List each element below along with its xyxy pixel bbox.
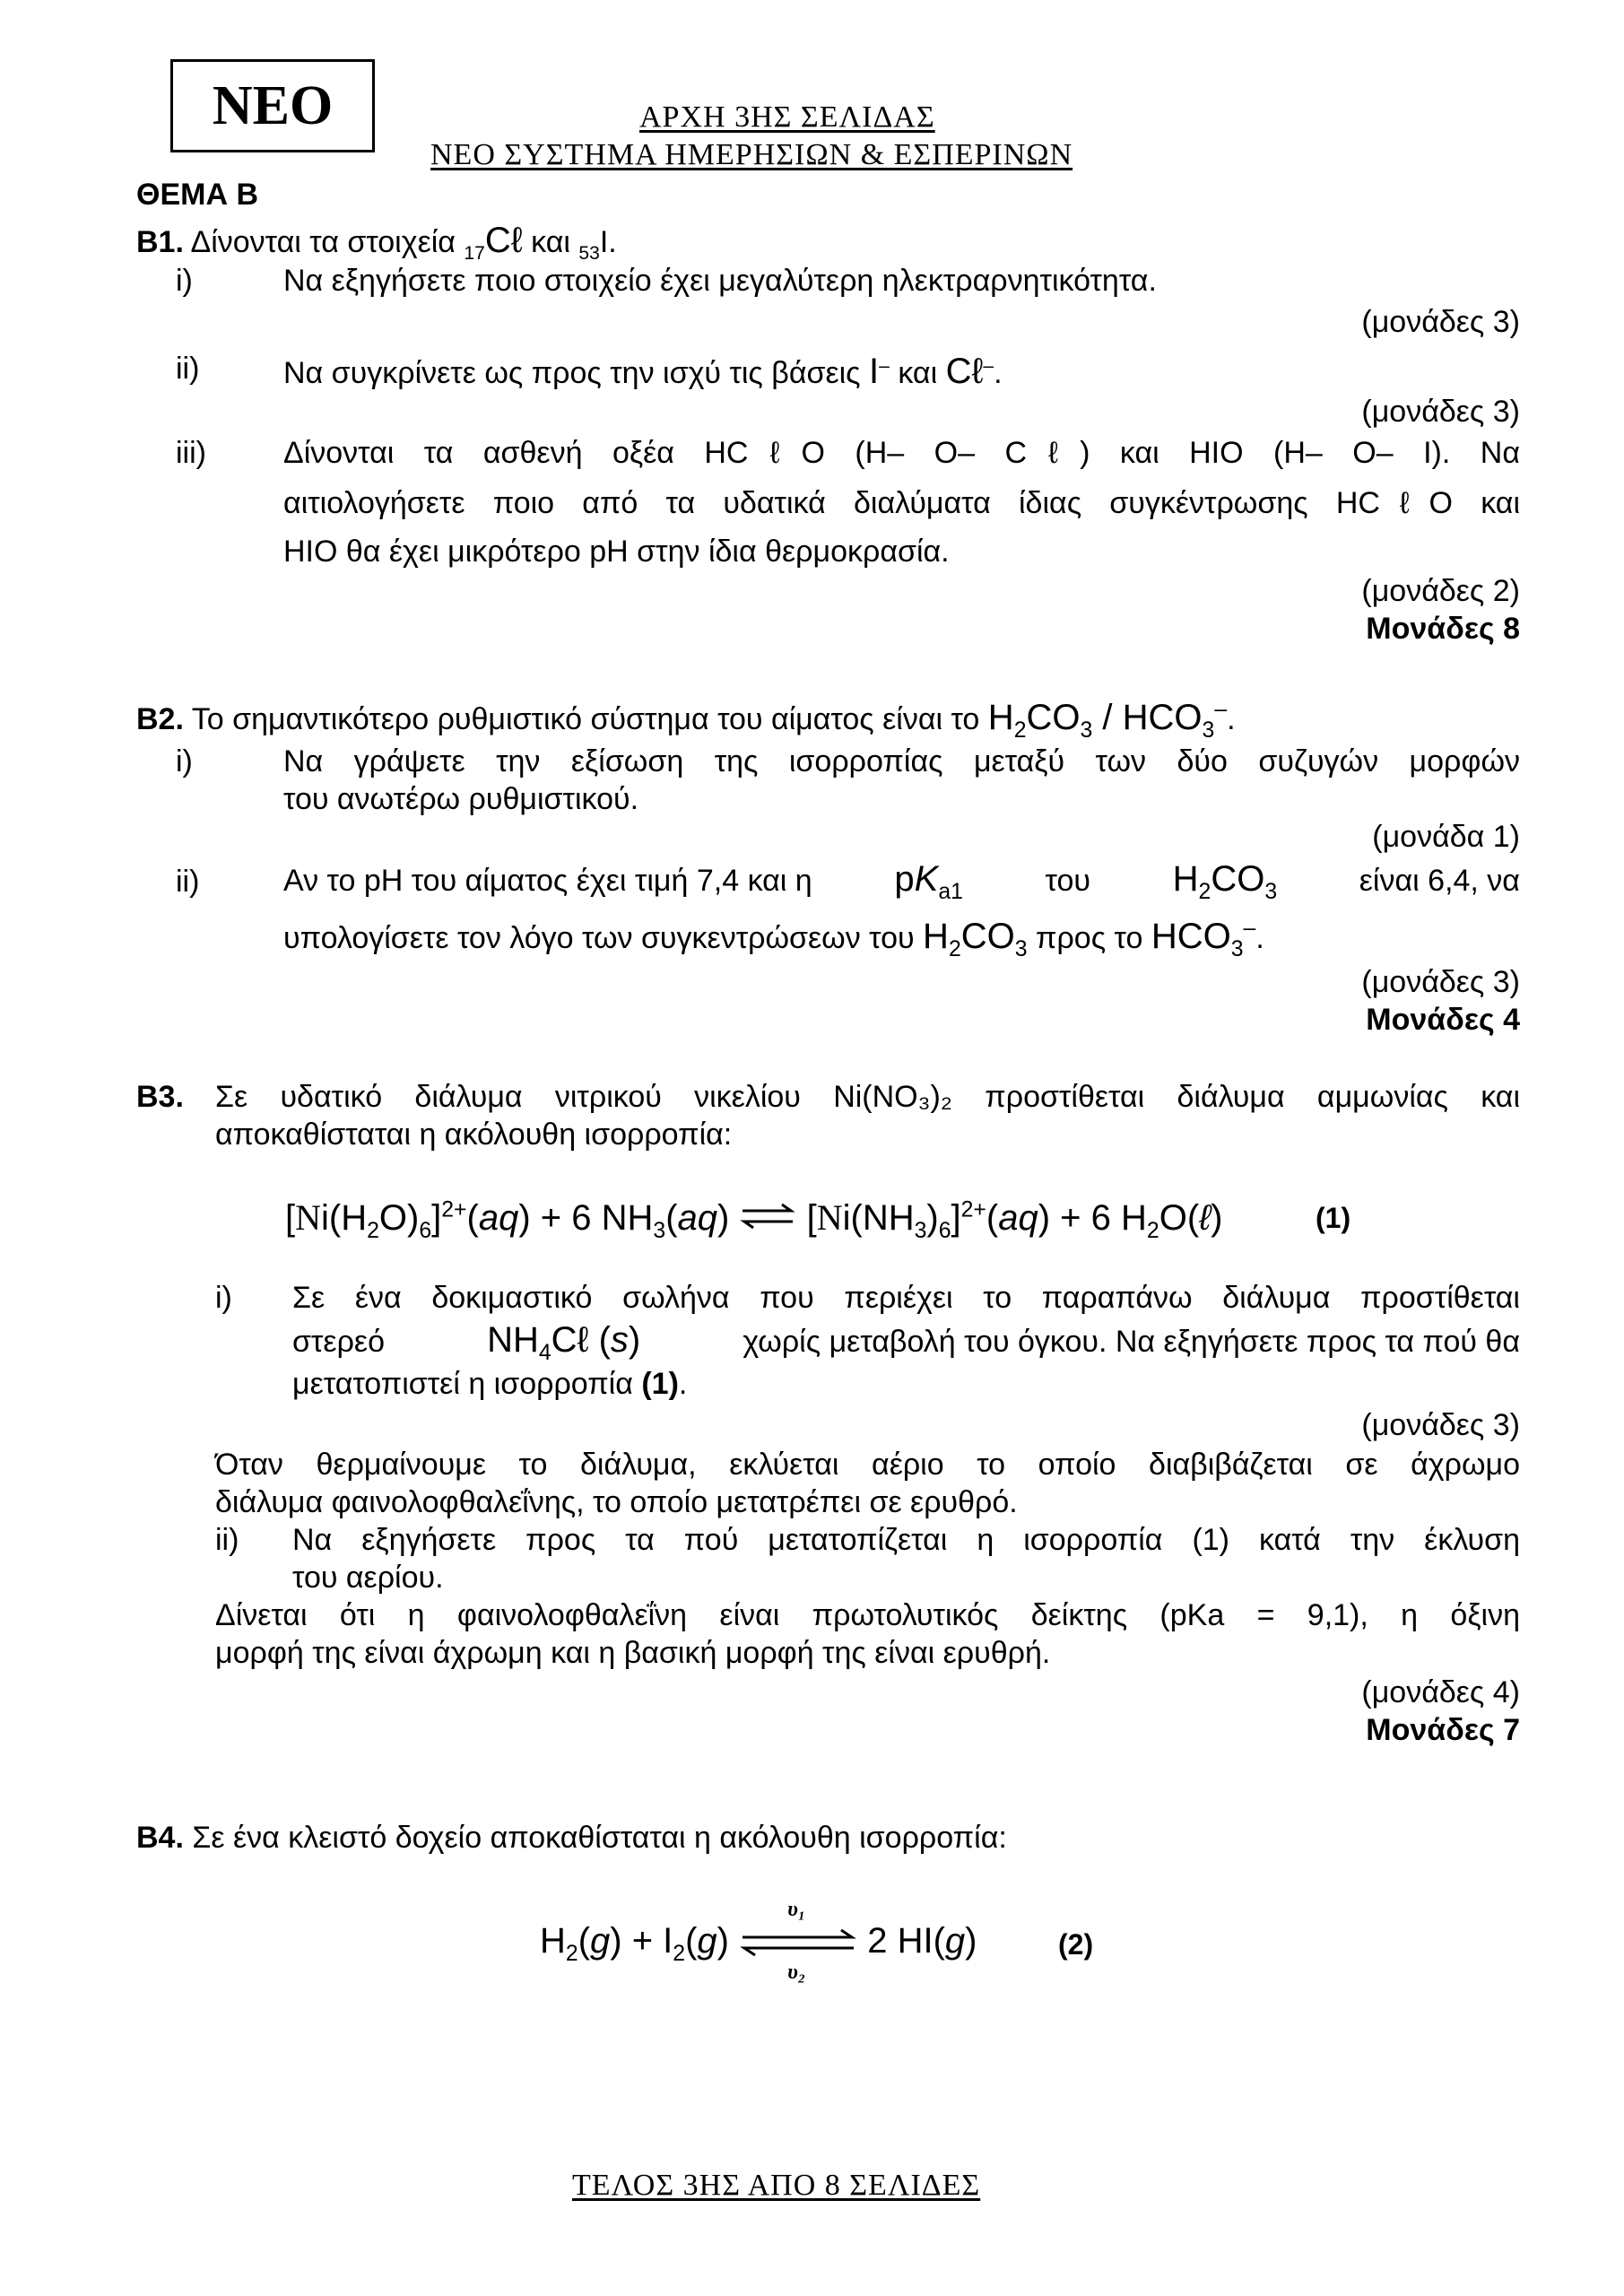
- b3-i-points: (μονάδες 3): [1361, 1408, 1520, 1442]
- b1-iii-points: (μονάδες 2): [1361, 574, 1520, 608]
- b4-label: Β4.: [136, 1821, 184, 1855]
- b2-ii-line-1b: του: [1045, 864, 1090, 898]
- b3-total: Μονάδες 7: [1366, 1713, 1520, 1747]
- b3-para1-line-2: διάλυμα φαινολοφθαλεΐνης, το οποίο μετατρέπει σε ερυθρό.: [215, 1485, 1018, 1519]
- b1-i-num: i): [176, 264, 193, 298]
- b2-ii-line-2b: προς το: [1035, 921, 1143, 955]
- b1-i-points: (μονάδες 3): [1361, 305, 1520, 339]
- b3-ii-line-2: του αερίου.: [292, 1561, 444, 1595]
- b3-para2-line-1: Δίνεται ότι η φαινολοφθαλεΐνη είναι πρωτολυτικός δείκτης (pKa = 9,1), η όξινη: [215, 1598, 1520, 1632]
- equilibrium-arrows-icon: [739, 1200, 796, 1240]
- b3-i-line-2a: στερεό: [292, 1325, 385, 1359]
- b3-i-num: i): [215, 1281, 232, 1315]
- b2-pka1: $pK_{a1}$: [894, 859, 963, 904]
- b3-ii-num: ii): [215, 1523, 239, 1557]
- b3-para1-line-1: Όταν θερμαίνουμε το διάλυμα, εκλύεται αέριο το οποίο διαβιβάζεται σε άχρωμο: [215, 1448, 1520, 1482]
- footer: ΤΕΛΟΣ 3ΗΣ ΑΠΟ 8 ΣΕΛΙΔΕΣ: [572, 2169, 981, 2202]
- b1-iii-line-2: αιτιολογήσετε ποιο από τα υδατικά διαλύματα ίδιας συγκέντρωσης HCℓO και: [283, 486, 1520, 520]
- b2-intro: Το σημαντικότερο ρυθμιστικό σύστημα του αίματος είναι το: [191, 702, 980, 736]
- b2-h2co3-2: $H_2CO_3$: [923, 917, 1028, 961]
- b3-nh4cl: $NH_4C\ell$ (s): [487, 1320, 641, 1365]
- b3-para2-line-2: μορφή της είναι άχρωμη και η βασική μορφή της είναι ερυθρή.: [215, 1636, 1051, 1670]
- b1-total: Μονάδες 8: [1366, 612, 1520, 646]
- b1-el2: I.: [599, 225, 617, 259]
- neo-label: ΝΕΟ: [212, 74, 334, 136]
- b2-buffer-formula: $H_2CO_3 / HCO_3^-$: [987, 697, 1228, 743]
- b3-i-line-2b: χωρίς μεταβολή του όγκου. Να εξηγήσετε προς τα πού θα: [743, 1325, 1520, 1359]
- b1-i-text: Να εξηγήσετε ποιο στοιχείο έχει μεγαλύτερη ηλεκτραρνητικότητα.: [283, 264, 1157, 298]
- b1-el2-z: 53: [578, 242, 600, 264]
- b4-intro: Σε ένα κλειστό δοχείο αποκαθίσταται η ακόλουθη ισορροπία:: [192, 1821, 1007, 1855]
- b1-and: και: [531, 225, 570, 259]
- b1-iii-line-1: Δίνονται τα ασθενή οξέα HCℓO (H– O– Cℓ) και HIO (H– O– I). Να: [283, 436, 1520, 470]
- b1-el1-z: 17: [464, 242, 485, 264]
- b2-total: Μονάδες 4: [1366, 1003, 1520, 1037]
- b3-i-line-1: Σε ένα δοκιμαστικό σωλήνα που περιέχει το παραπάνω διάλυμα προστίθεται: [292, 1281, 1520, 1315]
- b4-v1-label: υ₁: [787, 1898, 806, 1922]
- b4-eq-number: (2): [1058, 1928, 1094, 1961]
- b2-ii-line-1a: Αν το pH του αίματος έχει τιμή 7,4 και η: [283, 864, 812, 898]
- b2-label: Β2.: [136, 702, 184, 736]
- b4-v2-label: υ₂: [787, 1961, 806, 1985]
- b1-ii-text: Να συγκρίνετε ως προς την ισχύ τις βάσεις: [283, 356, 861, 390]
- b1-intro-line: [136, 221, 617, 264]
- b1-ii-ion1: I: [869, 352, 880, 391]
- b1-iii-num: iii): [176, 436, 206, 470]
- b2-i-line-1: Να γράψετε την εξίσωση της ισορροπίας μεταξύ των δύο συζυγών μορφών: [283, 744, 1520, 778]
- b1-ii-ion2: Cℓ: [945, 352, 984, 391]
- b2-i-line-2: του ανωτέρω ρυθμιστικού.: [283, 782, 639, 816]
- b4-line: [136, 1821, 1007, 1856]
- b3-ii-line-1: Να εξηγήσετε προς τα πού μετατοπίζεται η ισορροπία (1) κατά την έκλυση: [292, 1523, 1520, 1557]
- b1-ii-points: (μονάδες 3): [1361, 395, 1520, 429]
- b3-i-line-2: [292, 1320, 1520, 1365]
- b3-ii-points: (μονάδες 4): [1361, 1675, 1520, 1709]
- b3-label: Β3.: [136, 1080, 184, 1114]
- b2-ii-line-1c: είναι 6,4, να: [1359, 864, 1520, 898]
- b2-h2co3: $H_2CO_3$: [1172, 859, 1278, 904]
- b2-i-points: (μονάδα 1): [1372, 820, 1520, 854]
- b2-ii-line-1: [283, 859, 1520, 904]
- header-line-1: ΑΡΧΗ 3ΗΣ ΣΕΛΙΔΑΣ: [639, 100, 935, 134]
- b4-equation: $H_2(g) + I_2(g)$ υ₁ υ₂ 2 HI(g): [540, 1898, 977, 1985]
- b2-ii-num: ii): [176, 865, 200, 899]
- b1-iii-line-3: HIO θα έχει μικρότερο pH στην ίδια θερμοκρασία.: [283, 535, 950, 569]
- b2-ii-line-2a: υπολογίσετε τον λόγο των συγκεντρώσεων του: [283, 921, 915, 955]
- b1-el1: Cℓ: [484, 221, 523, 260]
- b3-eq-number: (1): [1316, 1202, 1351, 1234]
- theme-title: ΘΕΜΑ Β: [136, 178, 258, 212]
- b3-i-line-3: μετατοπιστεί η ισορροπία (1).: [292, 1367, 688, 1401]
- b1-ii-num: ii): [176, 352, 200, 386]
- b1-ii-and: και: [898, 356, 938, 390]
- b2-i-num: i): [176, 744, 193, 778]
- b3-equation: $[Ni(H_2O)_6]^{2+}(aq) + 6$ $NH_3(aq) [Ni(NH_3)_6]^{2+}(aq) + 6$ $H_2O(\ell)$: [285, 1197, 1223, 1243]
- b2-ii-points: (μονάδες 3): [1361, 965, 1520, 999]
- b2-hco3: $HCO_3^-$: [1151, 916, 1256, 961]
- b3-intro-line-1: Σε υδατικό διάλυμα νιτρικού νικελίου Ni(NO₃)₂ προστίθεται διάλυμα αμμωνίας και: [215, 1080, 1520, 1114]
- reversible-arrow-icon: [739, 1898, 857, 1985]
- b1-label: Β1.: [136, 225, 184, 259]
- b3-i-ref: (1): [641, 1367, 679, 1401]
- b1-intro: Δίνονται τα στοιχεία: [190, 225, 456, 259]
- b2-intro-line: Β2. Το σημαντικότερο ρυθμιστικό σύστημα του αίματος είναι το $H_2CO_3 / HCO_3^-$.: [136, 697, 1236, 743]
- b2-ii-line-2: υπολογίσετε τον λόγο των συγκεντρώσεων του $H_2CO_3$ προς το $HCO_3^-$.: [283, 916, 1264, 961]
- neo-label-box: [170, 59, 375, 152]
- b3-intro-line-2: αποκαθίσταται η ακόλουθη ισορροπία:: [215, 1118, 733, 1152]
- b1-ii-text-line: Να συγκρίνετε ως προς την ισχύ τις βάσεις I– και Cℓ–.: [283, 352, 1003, 391]
- header-line-2: ΝΕΟ ΣΥΣΤΗΜΑ ΗΜΕΡΗΣΙΩΝ & ΕΣΠΕΡΙΝΩΝ: [430, 138, 1073, 171]
